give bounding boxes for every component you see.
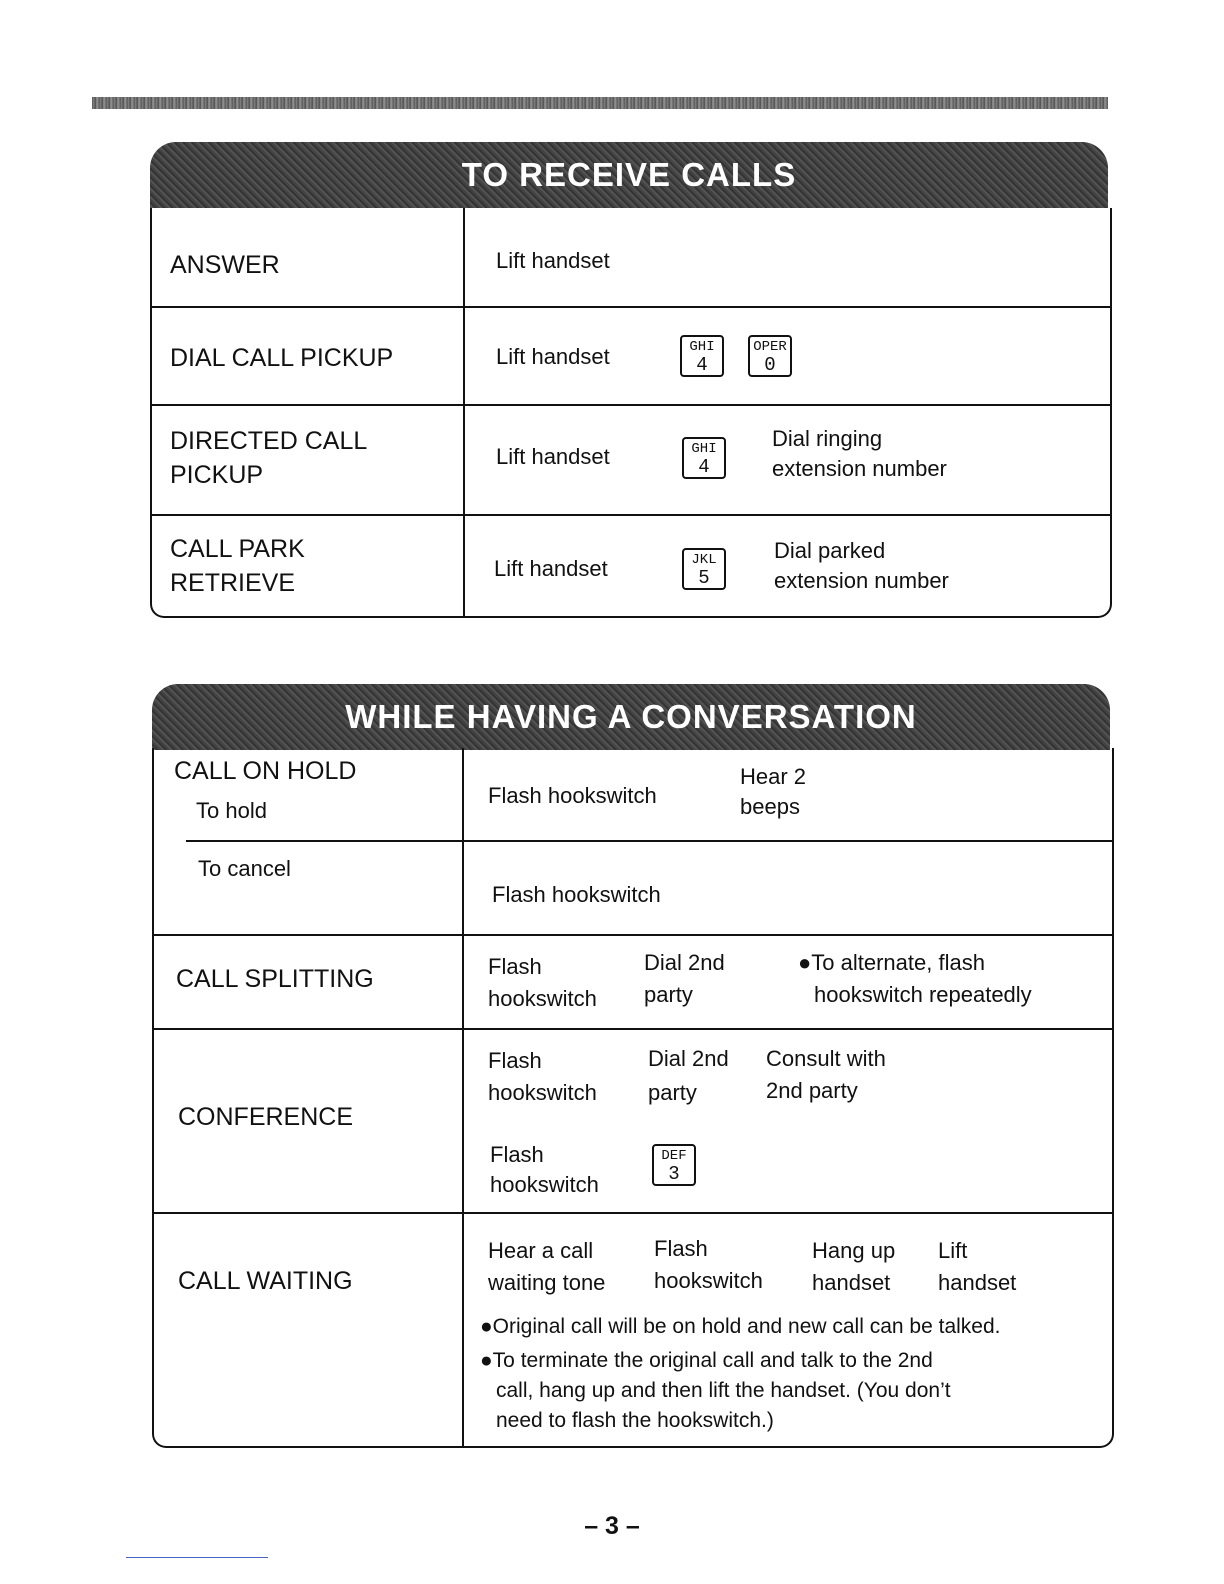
to-cancel-step: Flash hookswitch — [492, 882, 661, 907]
to-hold-result-line2: beeps — [740, 794, 800, 819]
dial-call-pickup-step: Lift handset — [496, 344, 610, 369]
answer-step: Lift handset — [496, 248, 610, 273]
call-park-retrieve-note-line1: Dial parked — [774, 538, 886, 563]
call-waiting-step1-line1: Hear a call — [488, 1238, 594, 1263]
call-waiting-note1: ●Original call will be on hold and new call can be talked. — [480, 1315, 1001, 1338]
call-waiting-step3-line1: Hang up — [812, 1238, 896, 1263]
call-splitting-label: CALL SPLITTING — [176, 965, 374, 993]
directed-call-pickup-label-line2: PICKUP — [170, 461, 264, 489]
conference-row — [154, 1028, 1112, 1214]
conversation-title: WHILE HAVING A CONVERSATION — [345, 698, 917, 735]
answer-label: ANSWER — [170, 251, 280, 279]
conference-step3-line1: Consult with — [766, 1046, 886, 1071]
directed-call-pickup-note-line2: extension number — [772, 456, 947, 481]
call-waiting-step2-line2: hookswitch — [654, 1268, 763, 1293]
to-hold-label: To hold — [196, 798, 267, 823]
page-number: – 3 – — [584, 1512, 640, 1540]
conference-label: CONFERENCE — [178, 1103, 354, 1131]
top-decorative-rule — [92, 97, 1108, 109]
call-splitting-row — [154, 934, 1112, 1030]
receive-calls-table — [150, 208, 1112, 618]
conference-step2-line1: Dial 2nd — [648, 1046, 729, 1071]
call-waiting-step4-line2: handset — [938, 1270, 1017, 1295]
to-hold-result-line1: Hear 2 — [740, 764, 807, 789]
call-splitting-note-line1: ●To alternate, flash — [798, 950, 985, 975]
dial-call-pickup-label: DIAL CALL PICKUP — [170, 344, 394, 372]
call-waiting-step2-line1: Flash — [654, 1236, 708, 1261]
key-4-ghi-icon: GHI 4 — [682, 437, 726, 479]
call-on-hold-label: CALL ON HOLD — [174, 757, 357, 785]
conference-step1-line1: Flash — [488, 1048, 542, 1073]
hold-cancel-divider — [186, 840, 1112, 842]
key-5-jkl-icon: JKL 5 — [682, 548, 726, 590]
receive-calls-banner — [150, 142, 1108, 208]
key-0-oper-icon: OPER 0 — [748, 335, 792, 377]
call-waiting-note2-line2: call, hang up and then lift the handset. (You don’t — [496, 1379, 951, 1402]
call-waiting-note2-line3: need to flash the hookswitch.) — [496, 1409, 774, 1432]
directed-call-pickup-row — [152, 404, 1110, 516]
key-4-ghi-icon: GHI 4 — [680, 335, 724, 377]
directed-call-pickup-label-line1: DIRECTED CALL — [170, 427, 368, 455]
dial-call-pickup-row — [152, 306, 1110, 406]
key-3-def-icon: DEF 3 — [652, 1144, 696, 1186]
conversation-banner — [152, 684, 1110, 750]
call-splitting-step1-line1: Flash — [488, 954, 542, 979]
receive-calls-title: TO RECEIVE CALLS — [461, 156, 797, 193]
call-park-retrieve-label-line2: RETRIEVE — [170, 569, 296, 597]
conference-step1-line2: hookswitch — [488, 1080, 597, 1105]
conference-step4-line2: hookswitch — [490, 1172, 599, 1197]
call-waiting-label: CALL WAITING — [178, 1267, 353, 1295]
call-splitting-step1-line2: hookswitch — [488, 986, 597, 1011]
conference-step2-line2: party — [648, 1080, 697, 1105]
conference-step4-line1: Flash — [490, 1142, 544, 1167]
directed-call-pickup-step: Lift handset — [496, 444, 610, 469]
conversation-table — [152, 748, 1114, 1448]
call-waiting-row — [154, 1212, 1112, 1446]
call-waiting-step1-line2: waiting tone — [488, 1270, 606, 1295]
to-hold-step: Flash hookswitch — [488, 783, 657, 808]
call-park-retrieve-row — [152, 514, 1110, 616]
call-splitting-step2-line2: party — [644, 982, 693, 1007]
call-park-retrieve-step: Lift handset — [494, 556, 608, 581]
to-cancel-label: To cancel — [198, 856, 291, 881]
call-splitting-step2-line1: Dial 2nd — [644, 950, 725, 975]
call-waiting-step4-line1: Lift — [938, 1238, 968, 1263]
directed-call-pickup-note-line1: Dial ringing — [772, 426, 883, 451]
call-park-retrieve-note-line2: extension number — [774, 568, 949, 593]
call-park-retrieve-label-line1: CALL PARK — [170, 535, 305, 563]
call-splitting-note-line2: hookswitch repeatedly — [814, 982, 1032, 1007]
footer-rule — [126, 1557, 268, 1558]
call-waiting-step3-line2: handset — [812, 1270, 891, 1295]
conference-step3-line2: 2nd party — [766, 1078, 858, 1103]
call-waiting-note2-line1: ●To terminate the original call and talk to the 2nd — [480, 1349, 933, 1372]
